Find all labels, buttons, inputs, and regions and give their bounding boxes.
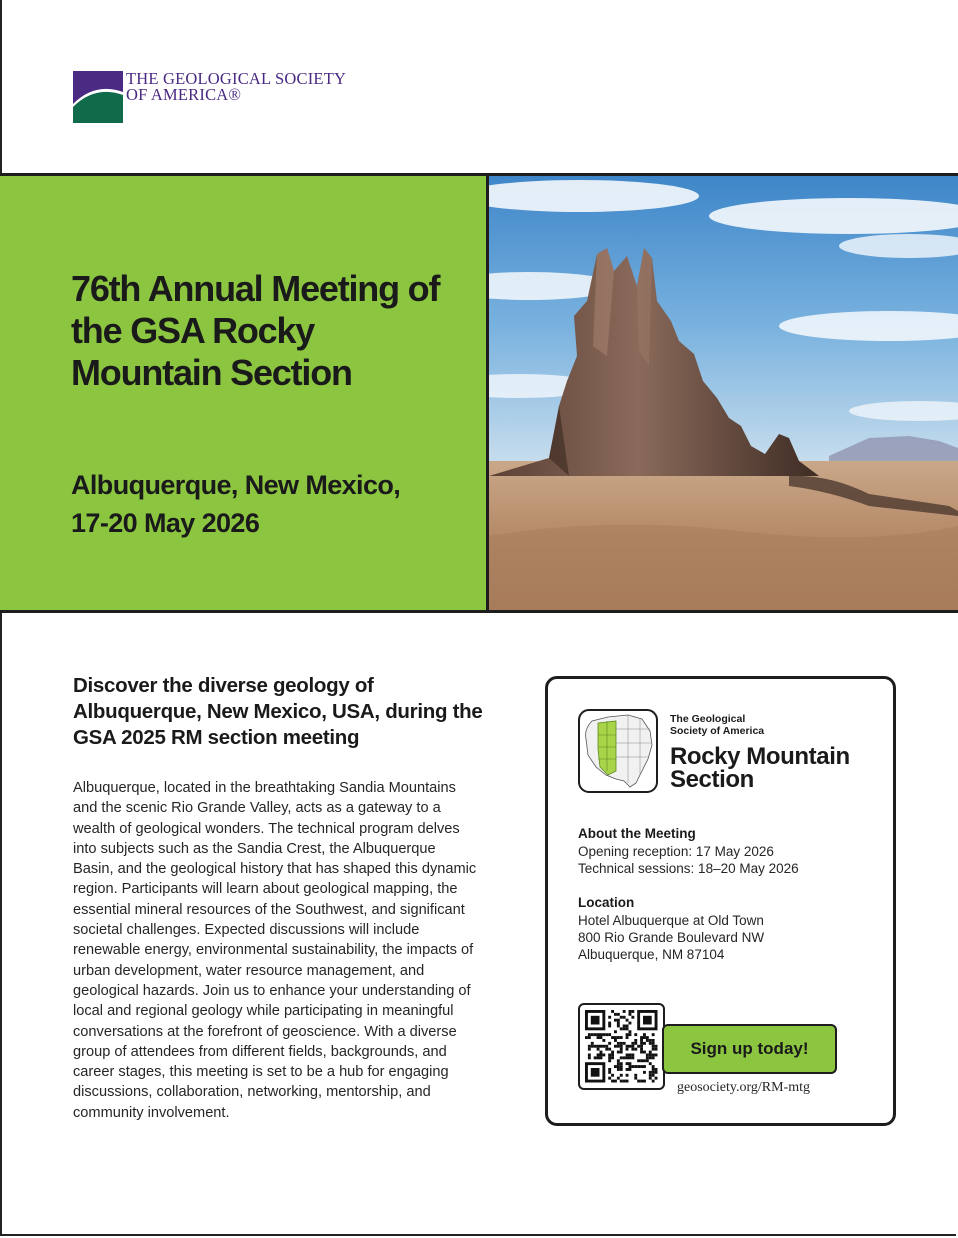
hero-subtitle-location: Albuquerque, New Mexico, — [71, 470, 401, 500]
meeting-info-card — [545, 676, 896, 1126]
card-org-line-2: Society of America — [670, 725, 765, 737]
qr-code-pattern — [580, 1005, 663, 1088]
card-section-line-1: Rocky Mountain — [670, 743, 850, 770]
hero-banner — [0, 173, 958, 613]
logo-line-1: THE GEOLOGICAL SOCIETY — [126, 69, 347, 88]
rocky-mountain-region-map-icon — [578, 709, 658, 793]
hero-photo — [489, 176, 958, 610]
location-street: 800 Rio Grande Boulevard NW — [578, 930, 765, 945]
hero-title: 76th Annual Meeting of the GSA Rocky Mountain Section — [71, 268, 440, 393]
logo-line-2: OF AMERICA® — [126, 85, 242, 104]
gsa-logo-icon — [73, 71, 123, 123]
hero-green-panel — [0, 176, 486, 610]
sign-up-button[interactable]: Sign up today! — [662, 1024, 837, 1074]
qr-code-icon[interactable] — [578, 1003, 665, 1090]
opening-reception-text: Opening reception: 17 May 2026 — [578, 844, 774, 859]
card-section-line-2: Section — [670, 766, 754, 793]
card-section-title — [670, 745, 890, 791]
signup-url-link[interactable]: geosociety.org/RM-mtg — [677, 1080, 810, 1095]
intro-heading: Discover the diverse geology of Albuquerque, New Mexico, USA, during the GSA 2025 RM section meeting — [73, 674, 483, 749]
location-label: Location — [578, 895, 635, 910]
card-org-line-1: The Geological — [670, 713, 746, 725]
card-org-name — [670, 713, 830, 737]
gsa-logo — [73, 71, 373, 123]
gsa-logo-wordmark — [126, 71, 346, 103]
about-meeting-label: About the Meeting — [578, 826, 696, 841]
location-venue: Hotel Albuquerque at Old Town — [578, 913, 764, 928]
location-city: Albuquerque, NM 87104 — [578, 947, 725, 962]
hero-subtitle-dates: 17-20 May 2026 — [71, 508, 260, 538]
intro-body: Albuquerque, located in the breathtaking Sandia Mountains and the scenic Rio Grande Valley, acts as a gateway to a wealth of geological wonders. The technical program delves into subjects such as the Sandia Crest, the Albuquerque Basin, and the geological history that has shaped this dynamic region. Participants will learn about geological mapping, the essential mineral resources of the Southwest, and significant societal challenges. Expected discussions will include renewable energy, environmental sustainability, the impacts of urban development, water resource management, and geological hazards. Join us to enhance your understanding of local and regional geology while participating in meaningful conversations at the forefront of geoscience. With a diverse group of attendees from different fields, backgrounds, and career stages, this meeting is set to be a hub for engaging discussions, collaboration, networking, mentorship, and community involvement. — [73, 780, 477, 1121]
hero-subtitle — [71, 466, 481, 542]
shiprock-landscape-image — [489, 176, 958, 610]
technical-sessions-text: Technical sessions: 18–20 May 2026 — [578, 861, 799, 876]
